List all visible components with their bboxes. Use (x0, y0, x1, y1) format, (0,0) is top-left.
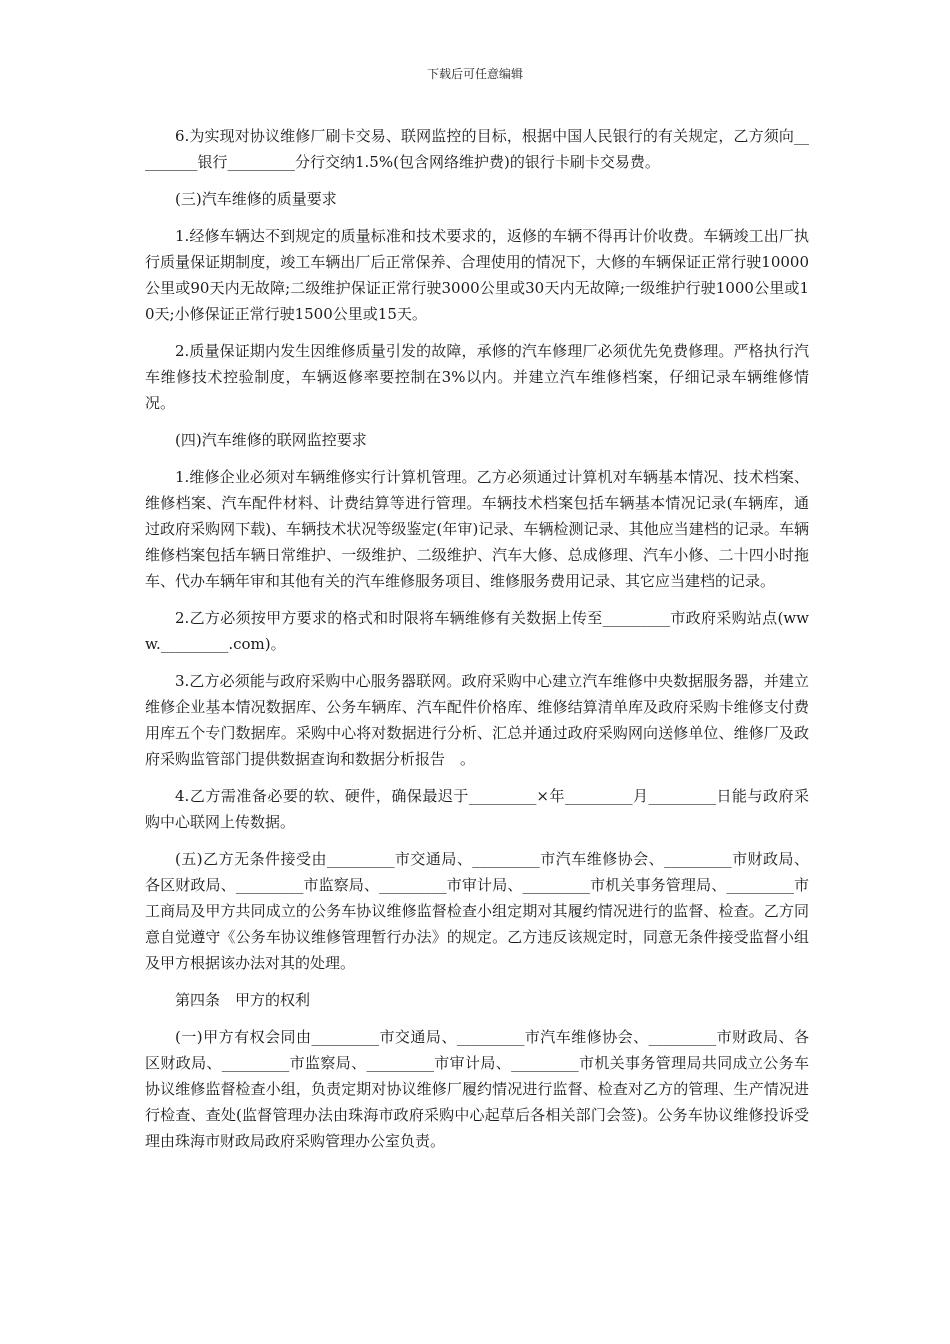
paragraph-monitoring-3: 3.乙方必须能与政府采购中心服务器联网。政府采购中心建立汽车维修中央数据服务器，并建立维修企业基本情况数据库、公务车辆库、汽车配件价格库、维修结算清单库及政府采购卡维修支付费用库五个专门数据库。采购中心将对数据进行分析、汇总并通过政府采购网向送修单位、维修厂及政府采购监管部门提供数据查询和数据分析报告 。 (145, 672, 809, 768)
paragraph-supervision: (五)乙方无条件接受由_________市交通局、_________市汽车维修协会、_________市财政局、各区财政局、_________市监察局、_________市审计局、_________市机关事务管理局、_________市工商局及甲方共同成立的公务车协议维修监督检查小组定期对其履约情况进行的监督、检查。乙方同意自觉遵守《公务车协议维修管理暂行办法》的规定。乙方违反该规定时，同意无条件接受监督小组及甲方根据该办法对其的处理。 (145, 850, 809, 972)
paragraph-quality-1: 1.经修车辆达不到规定的质量标准和技术要求的，返修的车辆不得再计价收费。车辆竣工出厂执行质量保证期制度，竣工车辆出厂后正常保养、合理使用的情况下，大修的车辆保证正常行驶10000公里或90天内无故障;二级维护保证正常行驶3000公里或30天内无故障;一级维护行驶1000公里或10天;小修保证正常行驶1500公里或15天。 (145, 227, 809, 323)
article-heading-party-a-rights: 第四条 甲方的权利 (175, 991, 311, 1009)
paragraph-6-card-fee: 6.为实现对协议维修厂刷卡交易、联网监控的目标，根据中国人民银行的有关规定，乙方须向_________银行_________分行交纳1.5%(包含网络维护费)的银行卡刷卡交易费。 (145, 127, 809, 171)
paragraph-monitoring-2: 2.乙方必须按甲方要求的格式和时限将车辆维修有关数据上传至_________市政府采购站点(www._________.com)。 (145, 609, 809, 653)
section-heading-quality: (三)汽车维修的质量要求 (175, 190, 337, 208)
page-header: 下载后可任意编辑 (426, 67, 523, 81)
paragraph-monitoring-1: 1.维修企业必须对车辆维修实行计算机管理。乙方必须通过计算机对车辆基本情况、技术档案、维修档案、汽车配件材料、计费结算等进行管理。车辆技术档案包括车辆基本情况记录(车辆库，通过政府采购网下载)、车辆技术状况等级鉴定(年审)记录、车辆检测记录、其他应当建档的记录。车辆维修档案包括车辆日常维护、一级维护、二级维护、汽车大修、总成修理、汽车小修、二十四小时拖车、代办车辆年审和其他有关的汽车维修服务项目、维修服务费用记录、其它应当建档的记录。 (145, 468, 809, 590)
paragraph-monitoring-4: 4.乙方需准备必要的软、硬件，确保最迟于_________×年_________月_________日能与政府采购中心联网上传数据。 (145, 787, 809, 831)
paragraph-party-a-rights-1: (一)甲方有权会同由_________市交通局、_________市汽车维修协会、_________市财政局、各区财政局、_________市监察局、_________市审计局、_________市机关事务管理局共同成立公务车协议维修监督检查小组，负责定期对协议维修厂履约情况进行监督、检查对乙方的管理、生产情况进行检查、查处(监督管理办法由珠海市政府采购中心起草后各相关部门会签)。公务车协议维修投诉受理由珠海市财政局政府采购管理办公室负责。 (145, 1028, 809, 1150)
document-body (145, 123, 809, 1165)
paragraph-quality-2: 2.质量保证期内发生因维修质量引发的故障，承修的汽车修理厂必须优先免费修理。严格执行汽车维修技术控验制度，车辆返修率要控制在3%以内。并建立汽车维修档案，仔细记录车辆维修情况。 (145, 342, 809, 412)
section-heading-monitoring: (四)汽车维修的联网监控要求 (175, 431, 367, 449)
